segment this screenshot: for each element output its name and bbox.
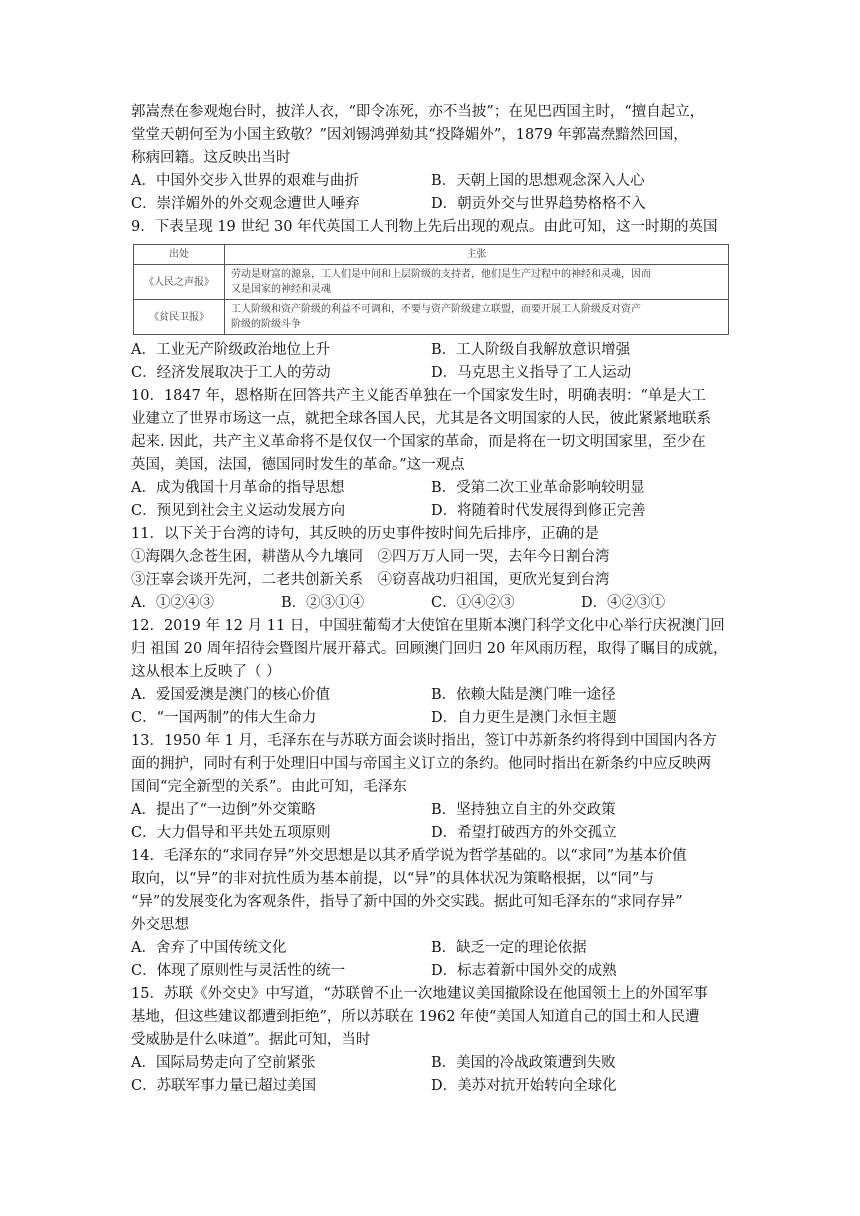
question-11 [131,523,731,615]
question-stem-line: 9．下表呈现 19 世纪 30 年代英国工人刊物上先后出现的观点。由此可知，这一时期的英国 [131,219,718,235]
option-d: D．美苏对抗开始转向全球化 [431,1078,617,1094]
option-c: C．①④②③ [431,595,515,611]
option-row [131,339,731,362]
table-row [134,300,729,335]
question-stem-line: 归 祖国 20 周年招待会暨图片展开幕式。回顾澳门回归 20 年风雨历程，取得了瞩目的成就， [131,641,728,657]
table-cell-source: 《人民之声报》 [134,265,225,300]
question-stem-line: 取向，以“异”的非对抗性质为基本前提，以“异”的具体状况为策略根据，以“同”与 [131,871,654,887]
question-stem-line: ③汪辜会谈开先河，二老共创新关系 ④窃喜战功归祖国，更欣光复到台湾 [131,572,610,588]
question-stem-line: 业建立了世界市场这一点，就把全球各国人民，尤其是各文明国家的人民，彼此紧紧地联系 [131,411,711,427]
question-stem-line: 这从根本上反映了（ ） [131,664,281,680]
option-d: D．希望打破西方的外交孤立 [431,825,617,841]
source-table [133,244,729,335]
option-c: C．“一国两制”的伟大生命力 [131,710,317,726]
question-stem-line: 10．1847 年，恩格斯在回答共产主义能否单独在一个国家发生时，明确表明：“单是大工 [131,388,706,404]
question-stem-line: 14．毛泽东的“求同存异”外交思想是以其矛盾学说为哲学基础的。以“求同”为基本价值 [131,848,687,864]
question-stem-line: “异”的发展变化为客观条件，指导了新中国的外交实践。据此可知毛泽东的“求同存异” [131,894,683,910]
claim-line: 工人阶级和资产阶级的利益不可调和，不要与资产阶级建立联盟，而要开展工人阶级反对资产 [231,304,641,315]
table-cell-source: 《贫民卫报》 [134,300,225,335]
question-stem-line: 13．1950 年 1 月，毛泽东在与苏联方面会谈时指出，签订中苏新条约将得到中国国内各方 [131,733,717,749]
option-d: D．自力更生是澳门永恒主题 [431,710,617,726]
question-stem-line: 外交思想 [131,917,189,933]
table-cell-claim [225,265,729,300]
option-row [131,193,731,216]
option-row [131,799,731,822]
question-stem-line: ①海隅久念苍生困，耕凿从今九壤同 ②四万万人同一哭，去年今日割台湾 [131,549,610,565]
table-cell-claim [225,300,729,335]
table-header-row [134,245,729,265]
option-c: C．崇洋媚外的外交观念遭世人唾弃 [131,196,360,212]
question-stem-line: 15．苏联《外交史》中写道，“苏联曾不止一次地建议美国撤除设在他国领土上的外国军事 [131,986,708,1002]
option-row [131,937,731,960]
question-stem-line: 英国，美国，法国，德国同时发生的革命。”这一观点 [131,457,465,473]
option-row [131,170,731,193]
claim-line: 又是国家的神经和灵魂 [231,284,331,295]
question-stem-line: 11．以下关于台湾的诗句，其反映的历史事件按时间先后排序，正确的是 [131,526,599,542]
option-b: B．缺乏一定的理论依据 [431,940,587,956]
option-b: B．美国的冷战政策遭到失败 [431,1055,616,1071]
question-13 [131,730,731,845]
option-c: C．苏联军事力量已超过美国 [131,1078,317,1094]
option-b: B．依赖大陆是澳门唯一途径 [431,687,616,703]
question-stem-line: 起来. 因此，共产主义革命将不是仅仅一个国家的革命，而是将在一切文明国家里，至少在 [131,434,706,450]
option-row [131,822,731,845]
option-d: D．朝贡外交与世界趋势格格不入 [431,196,646,212]
option-a: A．提出了“一边倒”外交策略 [131,802,316,818]
option-c: C．经济发展取决于工人的劳动 [131,365,331,381]
option-row [131,1075,731,1098]
option-row [131,362,731,385]
question-12 [131,615,731,730]
option-a: A．舍弃了中国传统文化 [131,940,287,956]
option-c: C．体现了原则性与灵活性的统一 [131,963,346,979]
question-stem-line: 面的拥护，同时有利于处理旧中国与帝国主义订立的条约。他同时指出在新条约中应反映两 [131,756,711,772]
option-c: C．大力倡导和平共处五项原则 [131,825,331,841]
option-row [131,1052,731,1075]
option-row [131,500,731,523]
option-row [131,684,731,707]
option-row [131,960,731,983]
option-a: A．工业无产阶级政治地位上升 [131,342,330,358]
question-10 [131,385,731,523]
claim-line: 阶级的阶级斗争 [231,319,301,330]
question-9 [131,216,731,385]
option-d: D．将随着时代发展得到修正完善 [431,503,646,519]
question-15 [131,983,731,1098]
table-header-claim: 主张 [225,245,729,265]
question-stem-line: 基地，但这些建议都遭到拒绝”，所以苏联在 1962 年使“美国人知道自己的国土和人民遭 [131,1009,700,1025]
question-stem-line: 国间“完全新型的关系”。由此可知，毛泽东 [131,779,407,795]
question-stem-line: 称病回籍。这反映出当时 [131,150,291,166]
question-stem-line: 12．2019 年 12 月 11 日，中国驻葡萄才大使馆在里斯本澳门科学文化中心举行庆祝澳门回 [131,618,725,634]
option-a: A．①②④③ [131,595,214,611]
option-a: A．成为俄国十月革命的指导思想 [131,480,345,496]
option-row [131,592,731,615]
option-a: A．国际局势走向了空前紧张 [131,1055,316,1071]
option-b: B．受第二次工业革命影响较明显 [431,480,645,496]
exam-page [131,101,731,1098]
option-b: B．天朝上国的思想观念深入人心 [431,173,645,189]
option-a: A．中国外交步入世界的艰难与曲折 [131,173,359,189]
option-b: B．②③①④ [281,595,365,611]
option-c: C．预见到社会主义运动发展方向 [131,503,346,519]
question-stem-line: 受威胁是什么味道”。据此可知，当时 [131,1032,371,1048]
option-row [131,477,731,500]
claim-line: 劳动是财富的源泉，工人们是中间和上层阶级的支持者，他们是生产过程中的神经和灵魂，因而 [231,269,651,280]
table-row [134,265,729,300]
option-d: D．标志着新中国外交的成熟 [431,963,617,979]
question-8 [131,101,731,216]
option-b: B．工人阶级自我解放意识增强 [431,342,631,358]
table-header-source: 出处 [134,245,225,265]
option-a: A．爱国爱澳是澳门的核心价值 [131,687,330,703]
question-stem-line: 堂堂天朝何至为小国主致敬？”因刘锡鸿弹劾其“投降媚外”，1879 年郭嵩焘黯然回国， [131,127,688,143]
question-stem-line: 郭嵩焘在参观炮台时，披洋人衣，“即令冻死，亦不当披”；在见巴西国主时，“擅自起立， [131,104,705,120]
option-d: D．④②③① [581,595,666,611]
option-d: D．马克思主义指导了工人运动 [431,365,632,381]
question-14 [131,845,731,983]
option-row [131,707,731,730]
option-b: B．坚持独立自主的外交政策 [431,802,616,818]
